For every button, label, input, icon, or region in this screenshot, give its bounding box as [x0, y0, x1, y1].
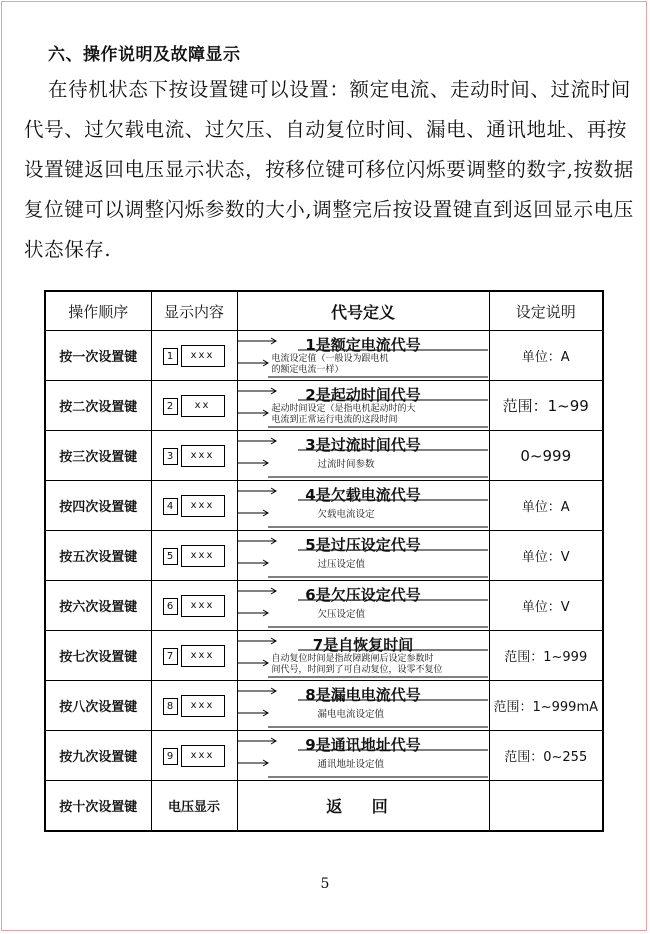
- paragraph-text: 在待机状态下按设置键可以设置：额定电流、走动时间、过流时间代号、过欠载电流、过欠压、自动复位时间、漏电、通讯地址、再按设置键返回电压显示状态，按移位键可移位闪烁要调整的数字,按数据复位键可以调整闪烁参数的大小,调整完后按设置键直到返回显示电压状态保存.: [24, 78, 634, 261]
- table-row: [45, 481, 603, 531]
- table-row: [45, 331, 603, 381]
- row-display: [151, 381, 237, 431]
- row-definition: [237, 481, 489, 531]
- row-order: 按十次设置键: [45, 781, 151, 832]
- page-number: 5: [320, 876, 330, 892]
- code-digit-box: 7: [163, 648, 178, 665]
- row-order: 按七次设置键: [45, 631, 151, 681]
- row-note: 范围：1~99: [489, 381, 603, 431]
- return-label: 返 回: [237, 781, 489, 832]
- row-note: 范围：1~999mA: [489, 681, 603, 731]
- code-description: 电流设定值（一般设为跟电机 的额定电流一样）: [271, 354, 389, 375]
- row-definition: [237, 581, 489, 631]
- value-digits-box: xxx: [181, 595, 225, 617]
- row-order: 按八次设置键: [45, 681, 151, 731]
- value-digits-box: xxx: [181, 495, 225, 517]
- row-note: 单位：A: [489, 481, 603, 531]
- header-display: 显示内容: [151, 291, 237, 331]
- row-definition: [237, 681, 489, 731]
- row-definition: [237, 381, 489, 431]
- instruction-paragraph: [24, 70, 636, 270]
- row-display: [151, 681, 237, 731]
- row-note: 范围：1~999: [489, 631, 603, 681]
- table-row: [45, 681, 603, 731]
- row-definition: [237, 631, 489, 681]
- row-note: 单位：V: [489, 531, 603, 581]
- row-order: 按六次设置键: [45, 581, 151, 631]
- header-note: 设定说明: [489, 291, 603, 331]
- code-digit-box: 3: [163, 448, 178, 465]
- row-display: [151, 481, 237, 531]
- code-definition: 2是起动时间代号: [305, 386, 421, 404]
- row-note: 范围：0~255: [489, 731, 603, 781]
- code-digit-box: 2: [163, 398, 178, 415]
- row-order: 按九次设置键: [45, 731, 151, 781]
- row-order: 按二次设置键: [45, 381, 151, 431]
- row-order: 按三次设置键: [45, 431, 151, 481]
- settings-table: [44, 290, 604, 832]
- code-description: 过流时间参数: [317, 459, 375, 470]
- value-digits-box: xxx: [181, 745, 225, 767]
- table-row: [45, 431, 603, 481]
- row-display: [151, 531, 237, 581]
- row-note: 单位：A: [489, 331, 603, 381]
- row-note-empty: [489, 781, 603, 832]
- table-header-row: [45, 291, 603, 331]
- code-digit-box: 8: [163, 698, 178, 715]
- code-definition: 5是过压设定代号: [305, 536, 421, 554]
- code-digit-box: 4: [163, 498, 178, 515]
- row-note: 0~999: [489, 431, 603, 481]
- code-digit-box: 5: [163, 548, 178, 565]
- table-row-last: [45, 781, 603, 832]
- row-display: [151, 731, 237, 781]
- code-description: 过压设定值: [317, 559, 366, 570]
- voltage-display: 电压显示: [151, 781, 237, 832]
- header-order: 操作顺序: [45, 291, 151, 331]
- row-definition: [237, 531, 489, 581]
- row-order: 按五次设置键: [45, 531, 151, 581]
- code-definition: 9是通讯地址代号: [305, 736, 421, 754]
- code-digit-box: 6: [163, 598, 178, 615]
- row-display: [151, 331, 237, 381]
- code-definition: 8是漏电电流代号: [305, 686, 421, 704]
- value-digits-box: xxx: [181, 445, 225, 467]
- code-digit-box: 1: [163, 348, 178, 365]
- header-definition: 代号定义: [237, 291, 489, 331]
- table-row: [45, 731, 603, 781]
- row-note: 单位：V: [489, 581, 603, 631]
- code-digit-box: 9: [163, 748, 178, 765]
- row-definition: [237, 331, 489, 381]
- code-description: 自动复位时间是指故障跳闸后设定参数时 间代号，时间到了可自动复位，设零不复位: [271, 654, 443, 675]
- section-title: 六、操作说明及故障显示: [48, 45, 241, 65]
- row-display: [151, 431, 237, 481]
- code-description: 漏电电流设定值: [317, 709, 385, 720]
- code-definition: 3是过流时间代号: [305, 436, 421, 454]
- value-digits-box: xxx: [181, 545, 225, 567]
- code-definition: 6是欠压设定代号: [305, 586, 421, 604]
- row-display: [151, 631, 237, 681]
- value-digits-box: xxx: [181, 645, 225, 667]
- value-digits-box: xxx: [181, 345, 225, 367]
- row-order: 按四次设置键: [45, 481, 151, 531]
- value-digits-box: xxx: [181, 695, 225, 717]
- code-definition: 7是自恢复时间: [312, 636, 414, 654]
- row-order: 按一次设置键: [45, 331, 151, 381]
- code-definition: 1是额定电流代号: [305, 336, 421, 354]
- row-definition: [237, 431, 489, 481]
- code-description: 通讯地址设定值: [317, 759, 385, 770]
- value-digits-box: xx: [181, 395, 225, 417]
- table-row: [45, 381, 603, 431]
- row-display: [151, 581, 237, 631]
- code-definition: 4是欠载电流代号: [305, 486, 421, 504]
- table-row: [45, 531, 603, 581]
- code-description: 欠载电流设定: [317, 509, 375, 520]
- table-row: [45, 581, 603, 631]
- code-description: 欠压设定值: [317, 609, 366, 620]
- code-description: 起动时间设定（是指电机起动时的大 电流到正常运行电流的这段时间: [271, 404, 416, 425]
- table-row: [45, 631, 603, 681]
- row-definition: [237, 731, 489, 781]
